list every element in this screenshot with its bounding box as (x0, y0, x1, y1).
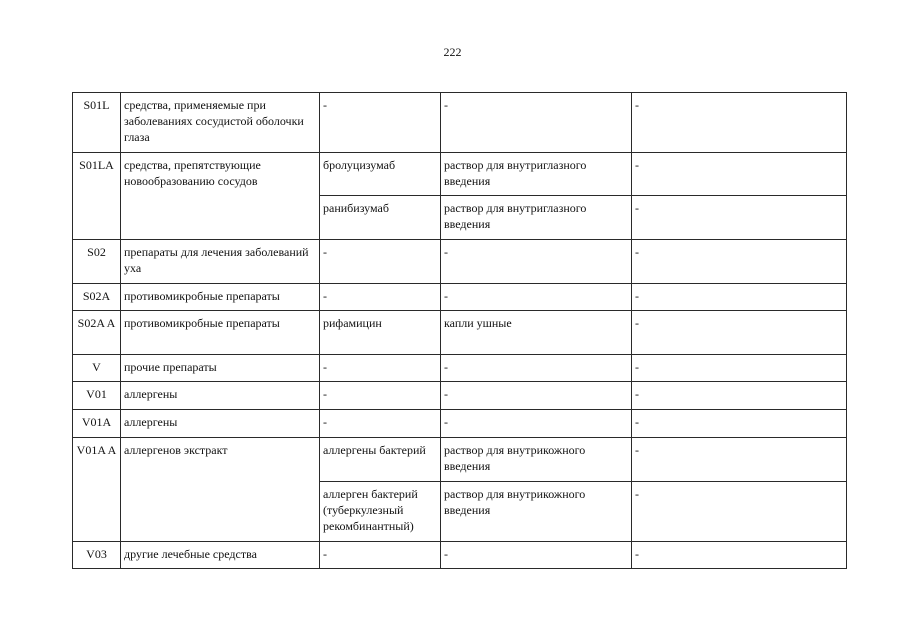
table-row (73, 355, 847, 382)
note-cell: - (632, 382, 847, 410)
drug-name-cell: - (320, 542, 441, 569)
atc-code-cell: V01A A (73, 438, 121, 542)
drug-name-cell: - (320, 410, 441, 438)
dosage-form-cell: - (441, 382, 632, 410)
drug-name-cell: - (320, 93, 441, 153)
table-row (73, 438, 847, 482)
dosage-form-cell: - (441, 93, 632, 153)
atc-code-cell: S01L (73, 93, 121, 153)
table-row (73, 542, 847, 569)
atc-code-cell: S02A (73, 284, 121, 311)
note-cell: - (632, 240, 847, 284)
drug-name-cell: рифамицин (320, 311, 441, 355)
atc-code-cell: V01A (73, 410, 121, 438)
group-cell: противомикробные препараты (121, 284, 320, 311)
note-cell: - (632, 482, 847, 542)
table-row (73, 153, 847, 196)
note-cell: - (632, 93, 847, 153)
group-cell: средства, препятствующие новообразованию сосудов (121, 153, 320, 240)
table-row (73, 382, 847, 410)
drug-list-table (72, 92, 847, 569)
group-cell: средства, применяемые при заболеваниях сосудистой оболочки глаза (121, 93, 320, 153)
group-cell: противомикробные препараты (121, 311, 320, 355)
drug-name-cell: - (320, 284, 441, 311)
drug-name-cell: ранибизумаб (320, 196, 441, 240)
drug-name-cell: аллергены бактерий (320, 438, 441, 482)
atc-code-cell: S02 (73, 240, 121, 284)
dosage-form-cell: раствор для внутрикожного введения (441, 438, 632, 482)
dosage-form-cell: капли ушные (441, 311, 632, 355)
atc-code-cell: V (73, 355, 121, 382)
note-cell: - (632, 410, 847, 438)
drug-name-cell: - (320, 355, 441, 382)
group-cell: аллергены (121, 410, 320, 438)
group-cell: прочие препараты (121, 355, 320, 382)
group-cell: другие лечебные средства (121, 542, 320, 569)
note-cell: - (632, 196, 847, 240)
dosage-form-cell: - (441, 355, 632, 382)
atc-code-cell: V03 (73, 542, 121, 569)
table-row (73, 410, 847, 438)
dosage-form-cell: - (441, 410, 632, 438)
drug-name-cell: - (320, 382, 441, 410)
group-cell: препараты для лечения заболеваний уха (121, 240, 320, 284)
group-cell: аллергенов экстракт (121, 438, 320, 542)
group-cell: аллергены (121, 382, 320, 410)
dosage-form-cell: - (441, 240, 632, 284)
page-number: 222 (443, 45, 462, 59)
table-row (73, 311, 847, 355)
note-cell: - (632, 542, 847, 569)
note-cell: - (632, 284, 847, 311)
atc-code-cell: V01 (73, 382, 121, 410)
table-row (73, 93, 847, 153)
note-cell: - (632, 438, 847, 482)
drug-name-cell: бролуцизумаб (320, 153, 441, 196)
atc-code-cell: S02A A (73, 311, 121, 355)
dosage-form-cell: - (441, 284, 632, 311)
drug-name-cell: аллерген бактерий (туберкулезный рекомбинантный) (320, 482, 441, 542)
note-cell: - (632, 355, 847, 382)
drug-name-cell: - (320, 240, 441, 284)
note-cell: - (632, 153, 847, 196)
table-row (73, 284, 847, 311)
dosage-form-cell: раствор для внутриглазного введения (441, 153, 632, 196)
dosage-form-cell: раствор для внутриглазного введения (441, 196, 632, 240)
note-cell: - (632, 311, 847, 355)
table-row (73, 240, 847, 284)
dosage-form-cell: раствор для внутрикожного введения (441, 482, 632, 542)
dosage-form-cell: - (441, 542, 632, 569)
atc-code-cell: S01LA (73, 153, 121, 240)
